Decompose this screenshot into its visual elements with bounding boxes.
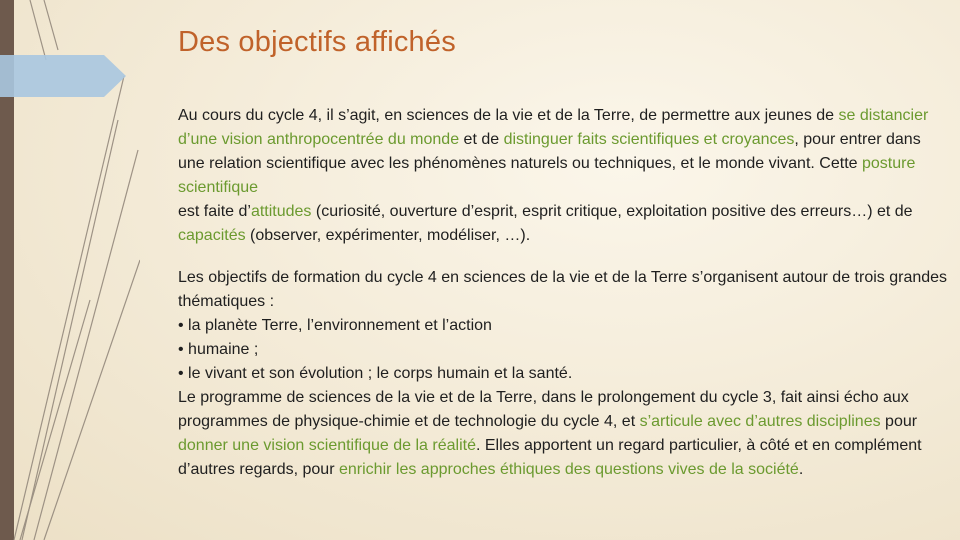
highlight-run: capacités [178,227,246,244]
bullet-item: • la planète Terre, l’environnement et l’action [178,317,492,334]
text-run: Au cours du cycle 4, il s’agit, en sciences de la vie et de la Terre, de permettre aux jeunes de [178,107,839,124]
text-run: (observer, expérimenter, modéliser, …). [245,227,531,244]
text-run: pour [880,413,918,430]
text-run: . Elles apportent un regard particulier, à côté et en complément d’autres regards, pour [178,437,922,478]
slide-body [178,104,950,482]
highlight-run: se distancier d’une vision anthropocentrée du monde [178,107,929,148]
text-run: Les objectifs de formation du cycle 4 en sciences de la vie et de la Terre s’organisent autour de trois grandes thématiques : [178,269,948,310]
text-run: est faite d’ [178,203,251,220]
highlight-run: donner une vision scientifique de la réalité [178,437,476,454]
title-arrow-marker [0,55,126,97]
highlight-run: posture scientifique [178,155,916,196]
highlight-run: attitudes [250,203,312,220]
bullet-item: • le vivant et son évolution ; le corps humain et la santé. [178,365,573,382]
decorative-lines [0,0,140,540]
text-run: , pour entrer dans une relation scientifique avec les phénomènes naturels ou techniques, et le monde vivant. Cette [178,131,921,172]
text-run: . [798,461,804,478]
highlight-run: s’articule avec d’autres disciplines [639,413,881,430]
text-run: (curiosité, ouverture d’esprit, esprit critique, exploitation positive des erreurs…) et de [311,203,913,220]
text-run: Le programme de sciences de la vie et de la Terre, dans le prolongement du cycle 3, fait ainsi écho aux programmes de physique-chimie et de technologie du cycle 4, et [178,389,909,430]
text-run: et de [459,131,504,148]
highlight-run: enrichir les approches éthiques des questions vives de la société [338,461,799,478]
paragraph-2 [178,266,950,482]
bullet-item: • humaine ; [178,341,259,358]
highlight-run: distinguer faits scientifiques et croyances [503,131,795,148]
paragraph-1 [178,104,950,248]
slide-title: Des objectifs affichés [178,26,456,58]
